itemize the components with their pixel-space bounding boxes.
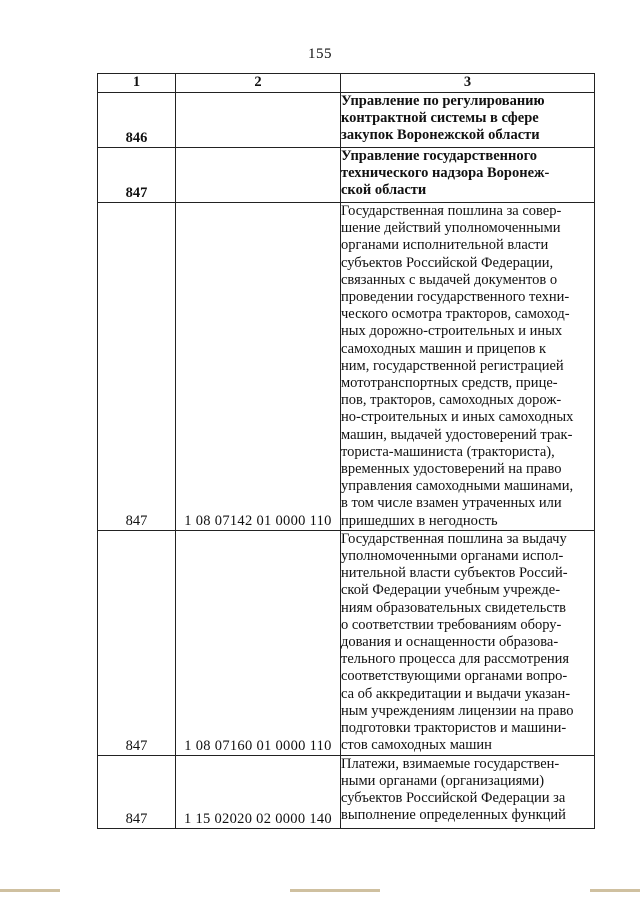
scan-edge-mark: [590, 889, 640, 892]
description-line: ним, государственной регистрацией: [341, 357, 564, 374]
description-line: подготовки трактористов и машини-: [341, 720, 567, 737]
admin-code: 847: [98, 203, 176, 531]
description: [341, 530, 595, 755]
description-line: тельного процесса для рассмотрения: [341, 651, 570, 668]
description-line: ными органами (организациями): [341, 773, 545, 790]
header-col-2: 2: [176, 74, 341, 93]
description-line: в том числе взамен утраченных или: [341, 495, 562, 512]
admin-code: 846: [98, 93, 176, 148]
description-line: но-строительных и иных самоходных: [341, 409, 574, 426]
table-row: [98, 203, 595, 531]
description-line: Государственная пошлина за совер-: [341, 203, 562, 219]
description-line: стов самоходных машин: [341, 737, 492, 754]
table-row: [98, 148, 595, 203]
description-line: шение действий уполномоченными: [341, 220, 561, 237]
description-line: субъектов Российской Федерации за: [341, 790, 566, 807]
description-line: Управление по регулированию: [341, 93, 545, 109]
scan-edge-mark: [0, 889, 60, 892]
description-line: пов, тракторов, самоходных дорож-: [341, 392, 562, 409]
description-line: соответствующими органами вопро-: [341, 668, 568, 685]
revenue-code: [176, 93, 341, 148]
revenue-code: 1 15 02020 02 0000 140: [176, 755, 341, 828]
description-line: са об аккредитации и выдачи указан-: [341, 685, 571, 702]
admin-code: 847: [98, 530, 176, 755]
description-line: уполномоченными органами испол-: [341, 548, 564, 565]
header-col-3: 3: [341, 74, 595, 93]
description-line: субъектов Российской Федерации,: [341, 254, 554, 271]
description-line: о соответствии требованиям обору-: [341, 616, 562, 633]
scan-edge-mark: [290, 889, 380, 892]
description: [341, 148, 595, 203]
revenue-code: [176, 148, 341, 203]
description: [341, 755, 595, 828]
table-row: [98, 530, 595, 755]
description-line: закупок Воронежской области: [341, 127, 540, 144]
description-line: ных дорожно-строительных и иных: [341, 323, 563, 340]
description-line: нительной власти субъектов Россий-: [341, 565, 568, 582]
revenue-code: 1 08 07160 01 0000 110: [176, 530, 341, 755]
description-line: ской Федерации учебным учрежде-: [341, 582, 561, 599]
description-line: выполнение определенных функций: [341, 807, 566, 824]
description-line: ториста-машиниста (тракториста),: [341, 443, 555, 460]
description-line: пришедших в негодность: [341, 512, 498, 529]
description-line: временных удостоверений на право: [341, 461, 562, 478]
table-row: [98, 755, 595, 828]
revenue-code: 1 08 07142 01 0000 110: [176, 203, 341, 531]
description-line: дования и оснащенности образова-: [341, 634, 559, 651]
budget-classification-table: [97, 73, 595, 829]
admin-code: 847: [98, 148, 176, 203]
description: [341, 203, 595, 531]
header-col-1: 1: [98, 74, 176, 93]
description-line: самоходных машин и прицепов к: [341, 340, 547, 357]
description-line: Платежи, взимаемые государствен-: [341, 755, 560, 772]
description-line: Управление государственного: [341, 148, 538, 164]
table-header-row: [98, 74, 595, 93]
description-line: ным учреждениям лицензии на право: [341, 702, 574, 719]
description-line: контрактной системы в сфере: [341, 110, 539, 127]
description-line: органами исполнительной власти: [341, 237, 549, 254]
admin-code: 847: [98, 755, 176, 828]
table-row: [98, 93, 595, 148]
description-line: управления самоходными машинами,: [341, 478, 574, 495]
description-line: ской области: [341, 182, 427, 199]
description: [341, 93, 595, 148]
description-line: ниям образовательных свидетельств: [341, 599, 567, 616]
description-line: проведении государственного техни-: [341, 289, 570, 306]
description-line: Государственная пошлина за выдачу: [341, 530, 567, 547]
description-line: машин, выдачей удостоверений трак-: [341, 426, 573, 443]
page-number: 155: [308, 46, 332, 62]
description-line: мототранспортных средств, прице-: [341, 375, 558, 392]
description-line: технического надзора Воронеж-: [341, 165, 550, 182]
description-line: связанных с выдачей документов о: [341, 271, 558, 288]
description-line: ческого осмотра тракторов, самоход-: [341, 306, 570, 323]
